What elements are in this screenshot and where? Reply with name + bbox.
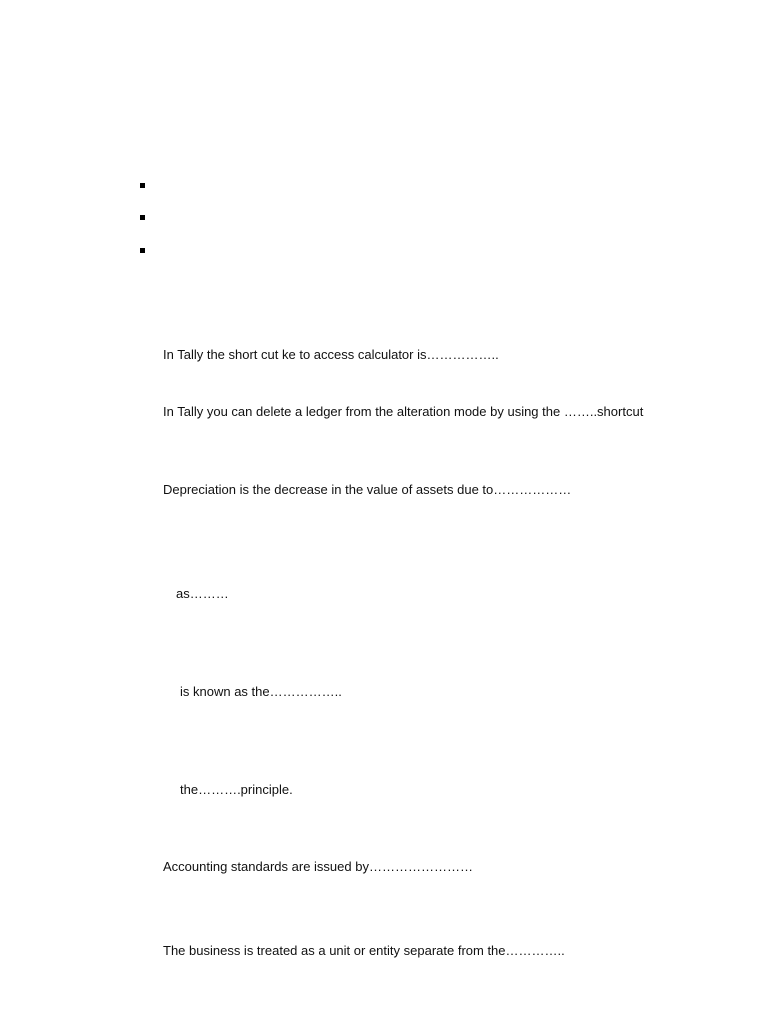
question-text: the……….principle. [180,782,293,797]
question-text: is known as the…………….. [180,684,342,699]
question-text: Depreciation is the decrease in the value of assets due to……………… [163,482,572,497]
bullet-marker [140,183,145,188]
question-text: The business is treated as a unit or entity separate from the………….. [163,943,565,958]
question-text: In Tally you can delete a ledger from the alteration mode by using the ……..shortcut [163,404,644,419]
bullet-marker [140,215,145,220]
bullet-marker [140,248,145,253]
question-text: In Tally the short cut ke to access calculator is…………….. [163,347,499,362]
question-text: Accounting standards are issued by…………………… [163,859,473,874]
question-text: as……… [176,586,229,601]
